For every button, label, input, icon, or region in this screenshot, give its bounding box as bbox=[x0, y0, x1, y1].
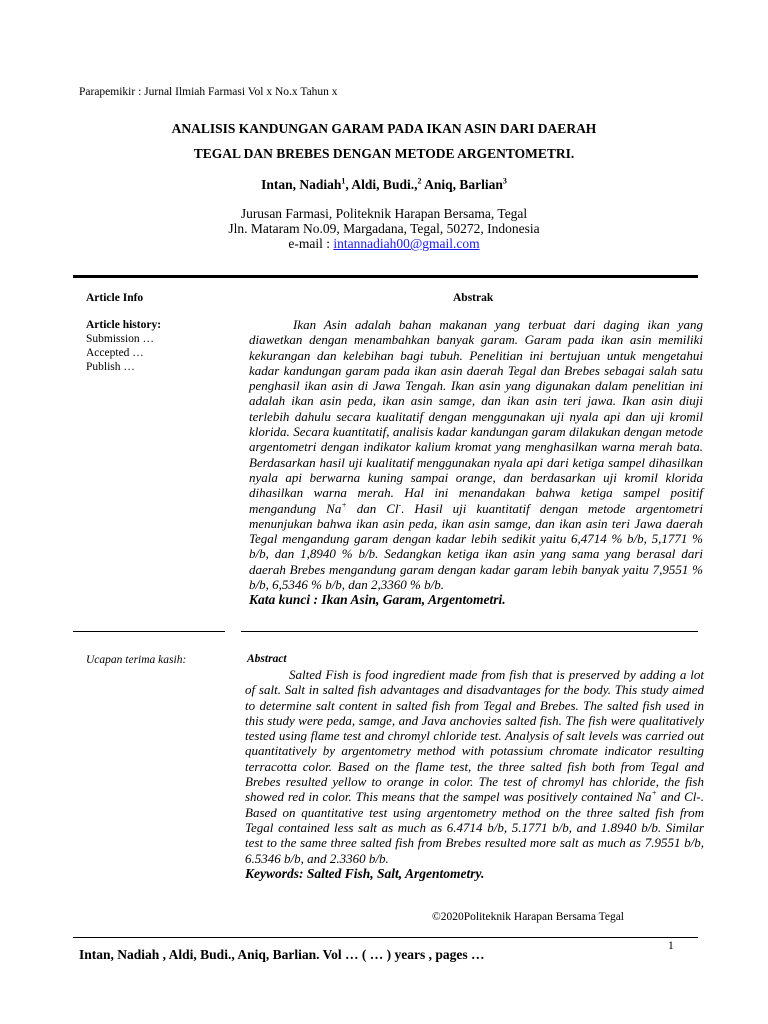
affiliation-line-2: Jln. Mataram No.09, Margadana, Tegal, 50272, Indonesia bbox=[228, 221, 540, 236]
superscript-plus: + bbox=[341, 500, 347, 510]
article-info-rule bbox=[73, 631, 225, 632]
article-history-heading: Article history: bbox=[86, 319, 162, 331]
page-number: 1 bbox=[668, 940, 674, 952]
author-list bbox=[60, 177, 708, 193]
kata-kunci: Kata kunci : Ikan Asin, Garam, Argentometri. bbox=[249, 592, 506, 608]
submission-date: Submission … bbox=[86, 333, 155, 345]
abstrak-text-part-3: . Hasil uji kuantitatif dengan metode argentometri menunjukan bahwa ikan asin peda, ikan asin samge, dan ikan asin teri Jawa daerah Tegal mengandung garam dengan kadar lebih sedikit yaitu 6,4714 % b/b, 5,1771 % b/b, dan 1,8940 % b/b. Sedangkan ketiga ikan asin yang sama yang berasal dari daerah Brebes mengandung garam dengan kadar garam lebih banyak yaitu 7,9551 % b/b, 6,5346 % b/b, dan 2,3360 % b/b. bbox=[249, 500, 703, 593]
acknowledgement-label: Ucapan terima kasih: bbox=[86, 654, 187, 666]
author-3: Aniq, Barlian bbox=[421, 177, 503, 192]
author-2-affiliation-mark: 2 bbox=[417, 176, 422, 186]
affiliation-line-1: Jurusan Farmasi, Politeknik Harapan Bersama, Tegal bbox=[240, 206, 528, 221]
abstrak-text bbox=[249, 317, 703, 608]
abstrak-text-part-1: Ikan Asin adalah bahan makanan yang terbuat dari daging ikan yang diawetkan dengan menambahkan banyak garam. Garam pada ikan asin memiliki kekurangan dan kelebihan bagi tubuh. Penelitian ini bertujuan untuk mengetahui kadar kandungan garam pada ikan asin daerah Tegal dan Brebes sebagai salah satu penghasil ikan asin di Jawa Tengah. Ikan asin yang digunakan dalam penelitian ini adalah ikan asin peda, ikan asin samge, dan ikan asin teri jawa. Ikan asin diuji terlebih dahulu secara kualitatif dengan menggunakan uji nyala api dan uji kromil klorida. Secara kuantitatif, analisis kadar kandungan garam dilakukan dengan metode argentometri dengan indikator kalium kromat yang menghasilkan warna merah bata. Berdasarkan hasil uji kualitatif menggunakan nyala api dari ketiga sampel dihasilkan nyala api berwarna kuning sampai orange, dan berdasarkan uji kromil klorida dihasilkan warna merah. Hal ini menandakan bahwa ketiga sampel positif mengandung Na bbox=[249, 317, 703, 516]
abstrak-rule bbox=[241, 631, 698, 632]
copyright: ©2020Politeknik Harapan Bersama Tegal bbox=[432, 911, 624, 923]
header-rule bbox=[73, 275, 698, 278]
keywords: Keywords: Salted Fish, Salt, Argentometry. bbox=[245, 865, 485, 881]
author-1-affiliation-mark: 1 bbox=[341, 176, 346, 186]
author-1: Intan, Nadiah bbox=[261, 177, 342, 192]
journal-header: Parapemikir : Jurnal Ilmiah Farmasi Vol x No.x Tahun x bbox=[79, 86, 338, 98]
publish-date: Publish … bbox=[86, 361, 135, 373]
email-label: e-mail : bbox=[288, 236, 334, 251]
footer-citation: Intan, Nadiah , Aldi, Budi., Aniq, Barlian. Vol … ( … ) years , pages … bbox=[79, 947, 485, 962]
abstrak-heading: Abstrak bbox=[453, 292, 494, 304]
abstract-text-part-1: Salted Fish is food ingredient made from fish that is preserved by adding a lot of salt. Salt in salted fish advantages and disadvantages for the body. This study aimed to determine salt content in salted fish from Tegal and Brebes. The salted fish used in this study were peda, samge, and Java anchovies salted fish. The fish were qualitatively tested using flame test and chromyl chloride test. Analysis of salt levels was carried out quantitatively by argentometry method with potassium chromate indicator resulting terracotta color. Based on the flame test, the three salted fish both from Tegal and Brebes resulted yellow to orange in color. The test of chromyl has chloride, the fish showed red in color. This means that the sampel was positively contained Na bbox=[245, 667, 704, 805]
paper-title-line-1: ANALISIS KANDUNGAN GARAM PADA IKAN ASIN DARI DAERAH bbox=[171, 121, 597, 136]
email-link[interactable]: intannadiah00@gmail.com bbox=[333, 236, 480, 251]
superscript-plus: + bbox=[651, 789, 657, 799]
author-3-affiliation-mark: 3 bbox=[502, 176, 507, 186]
abstract-text-part-2: and Cl-. Based on quantitative test using argentometry method on the three salted fish from Tegal contained less salt as much as 6.4714 b/b, 5.1771 b/b, and 1.8940 b/b. Similar test to the same three salted fish from Brebes resulted more salt as much as 7.9551 b/b, 6.5346 b/b, and 2.3360 b/b. bbox=[245, 789, 704, 866]
article-history bbox=[86, 318, 161, 374]
accepted-date: Accepted … bbox=[86, 347, 144, 359]
paper-title-line-2: TEGAL DAN BREBES DENGAN METODE ARGENTOMETRI. bbox=[193, 146, 575, 161]
superscript-minus: - bbox=[398, 500, 402, 510]
footer-rule bbox=[73, 937, 698, 938]
abstrak-text-part-2: dan Cl bbox=[346, 500, 399, 516]
affiliation-email-line bbox=[60, 236, 708, 252]
author-2: , Aldi, Budi., bbox=[345, 177, 418, 192]
abstract-text bbox=[245, 667, 704, 881]
abstract-heading: Abstract bbox=[247, 653, 287, 665]
article-info-heading: Article Info bbox=[86, 292, 144, 304]
